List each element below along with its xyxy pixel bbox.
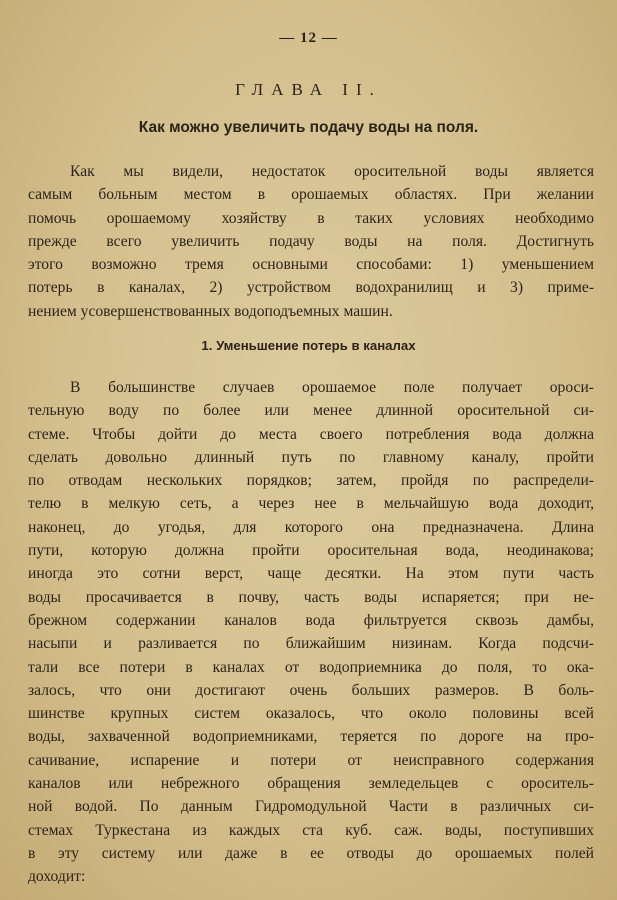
text-line: наконец, до угодья, для которого она предназначена. Длина [28,518,594,536]
text-line: тельную воду по более или менее длинной оросительной си- [28,402,594,420]
text-line: помочь орошаемому хозяйству в таких условиях необходимо [28,209,594,227]
text-line: пути, которую должна пройти оросительная вода, неодинакова; [28,542,594,560]
text-line: воды, захваченной водоприемниками, теряется по дороге на про- [28,728,594,746]
text-line: тали все потери в каналах от водоприемника до поля, то ока- [28,658,594,676]
text-line: каналов или небрежного обращения земледельцев с ороситель- [28,775,594,793]
text-line: нением усовершенствованных водоподъемных машин. [28,302,393,320]
text-line: стемах Туркестана из каждых ста куб. саж. воды, поступивших [28,821,594,839]
text-line: в эту систему или даже в ее отводы до орошаемых полей [28,844,594,862]
text-line: сачивание, испарение и потери от неисправного содержания [28,751,594,769]
text-line: стеме. Чтобы дойти до места своего потребления вода должна [28,425,594,443]
text-line: брежном содержании каналов вода фильтруется сквозь дамбы, [28,611,594,629]
chapter-heading: ГЛАВА II. [235,80,382,99]
text-line: В большинстве случаев орошаемое поле получает ороси- [70,379,594,396]
section-title: 1. Уменьшение потерь в каналах [201,338,416,353]
text-line: насыпи и разливается по ближайшим низинам. Когда подсчи- [28,635,594,653]
text-line: этого возможно тремя основными способами: 1) уменьшением [28,256,594,274]
text-line: по отводам нескольких порядков; затем, пройдя по распредели- [28,472,594,490]
text-line: доходит: [28,868,86,886]
text-line: телю в мелкую сеть, а через нее в мельчайшую вода доходит, [28,495,594,513]
page-number: — 12 — [279,30,338,46]
text-line: сделать довольно длинный путь по главному каналу, пройти [28,448,594,466]
text-line: потерь в каналах, 2) устройством водохранилищ и 3) приме- [28,279,594,297]
paragraph-canal-losses [28,376,594,889]
text-line: воды просачивается в почву, часть воды испаряется; при не- [28,588,594,606]
chapter-title: Как можно увеличить подачу воды на поля. [138,119,479,136]
text-line: шинстве крупных систем оказалось, что около половины всей [28,705,594,723]
text-line: самым больным местом в орошаемых областях. При желании [28,186,594,204]
text-line: прежде всего увеличить подачу воды на поля. Достигнуть [28,232,594,250]
text-line: иногда это сотни верст, чаще десятки. На этом пути часть [28,565,594,583]
text-line: залось, что они достигают очень больших размеров. В боль- [28,681,594,699]
paragraph-intro [28,160,594,323]
text-line: ной водой. По данным Гидромодульной Части в различных си- [28,798,594,816]
text-line: Как мы видели, недостаток оросительной воды является [70,163,594,180]
